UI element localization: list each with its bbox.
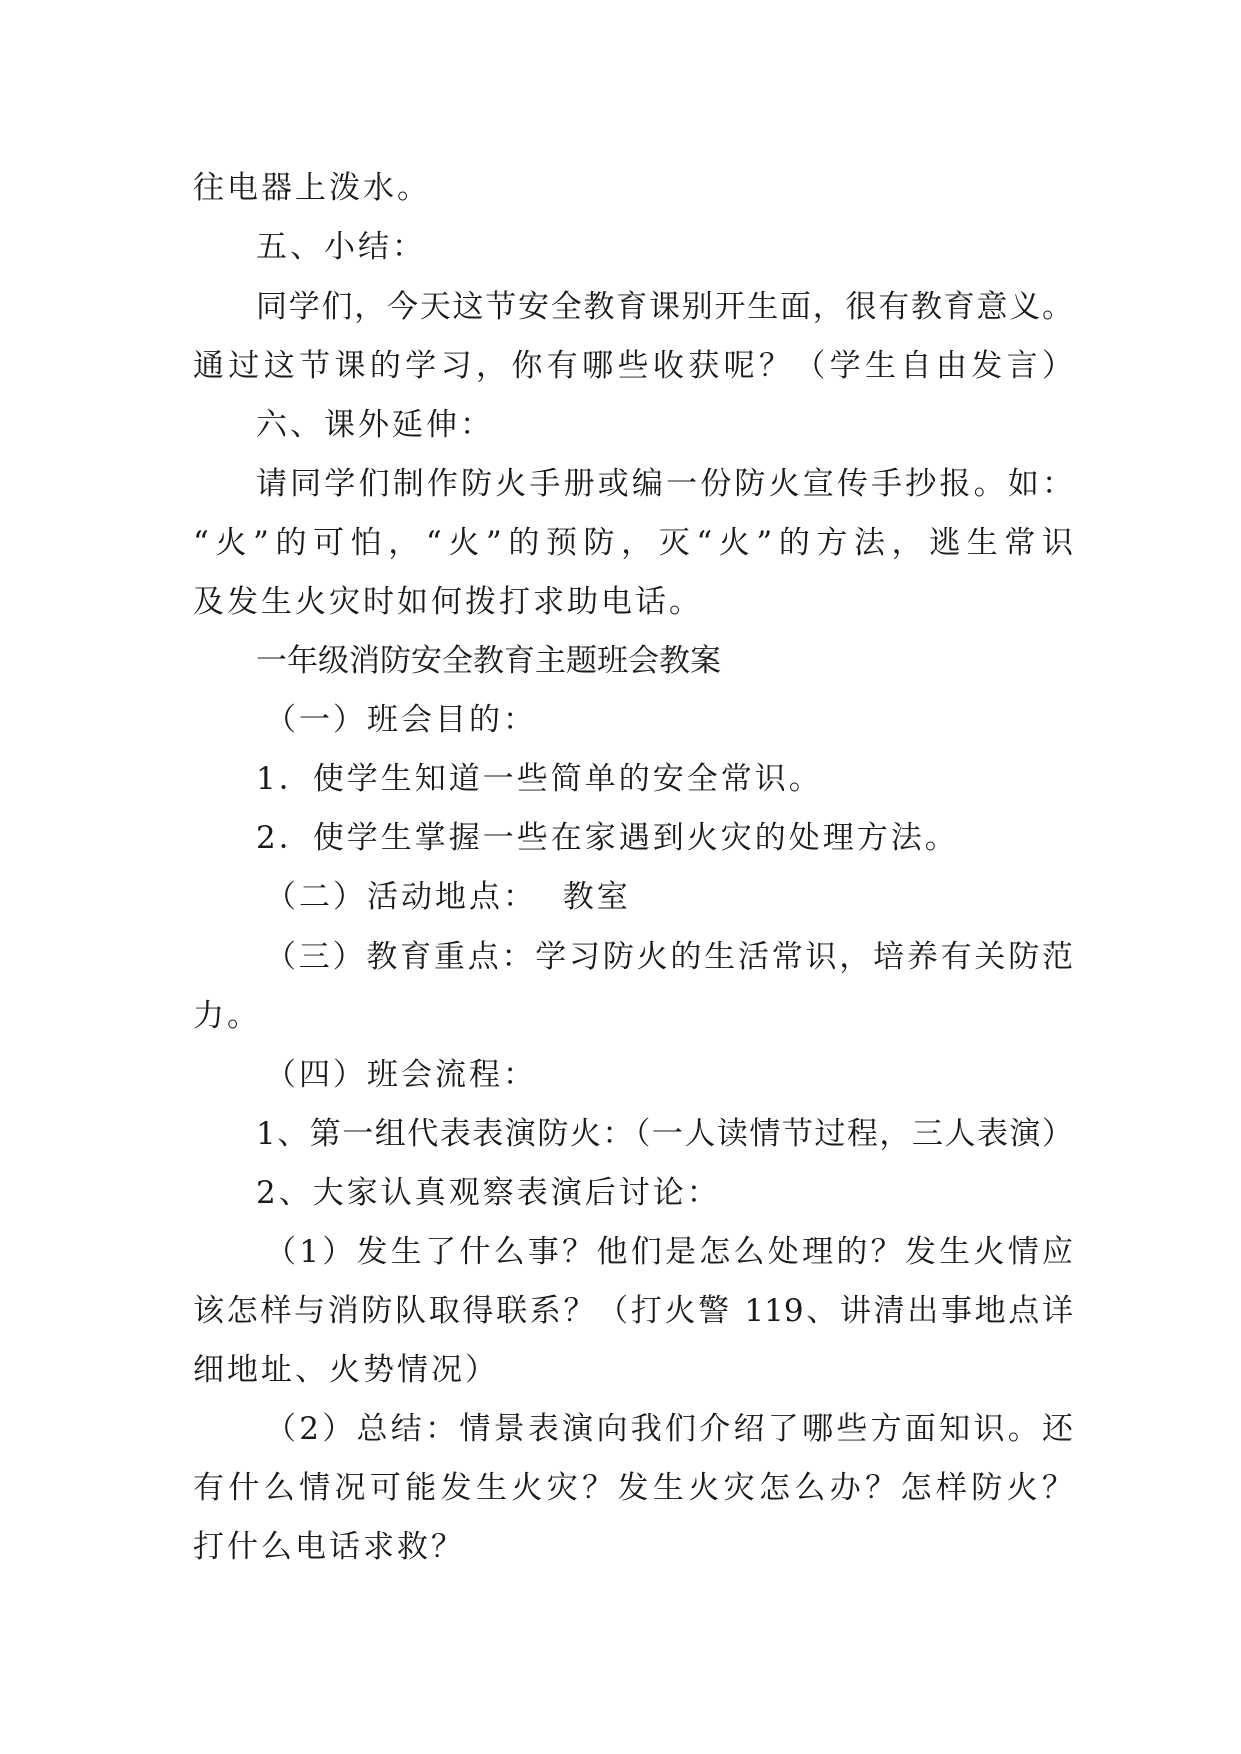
section-heading-summary: 五、小结：: [256, 229, 426, 265]
body-line-20: 该怎样与消防队取得联系？（打火警 119、讲清出事地点详: [193, 1293, 1073, 1329]
section-heading-process: （四）班会流程：: [265, 1057, 537, 1093]
body-line-15: 力。: [193, 998, 261, 1034]
section-heading-extension: 六、课外延伸：: [256, 407, 494, 443]
process-item-1: 1、第一组代表表演防火：（一人读情节过程，三人表演）: [256, 1116, 1073, 1152]
document-subtitle: 一年级消防安全教育主题班会教案: [256, 643, 721, 679]
process-item-2: 2、大家认真观察表演后讨论：: [256, 1175, 721, 1211]
goal-item-2: 2．使学生掌握一些在家遇到火灾的处理方法。: [256, 820, 959, 856]
section-heading-goals: （一）班会目的：: [265, 702, 537, 738]
discussion-item-2: （2）总结：情景表演向我们介绍了哪些方面知识。还: [265, 1411, 1073, 1447]
section-heading-focus: （三）教育重点：学习防火的生活常识，培养有关防范: [265, 939, 1073, 975]
body-line-3: 同学们，今天这节安全教育课别开生面，很有教育意义。: [256, 289, 1073, 325]
body-line-7: “火”的可怕，“火”的预防，灭“火”的方法，逃生常识: [193, 525, 1073, 561]
section-heading-location: （二）活动地点： 教室: [265, 879, 631, 915]
goal-item-1: 1．使学生知道一些简单的安全常识。: [256, 761, 823, 797]
body-line-24: 打什么电话求救？: [193, 1529, 465, 1565]
body-line-23: 有什么情况可能发生火灾？发生火灾怎么办？怎样防火？: [193, 1470, 1073, 1506]
body-line-6: 请同学们制作防火手册或编一份防火宣传手抄报。如：: [256, 466, 1073, 502]
body-line-1: 往电器上泼水。: [193, 170, 431, 206]
body-line-4: 通过这节课的学习，你有哪些收获呢？（学生自由发言）: [193, 348, 1073, 384]
body-line-8: 及发生火灾时如何拨打求助电话。: [193, 584, 703, 620]
discussion-item-1: （1）发生了什么事？他们是怎么处理的？发生火情应: [265, 1234, 1073, 1270]
body-line-21: 细地址、火势情况）: [193, 1352, 499, 1388]
